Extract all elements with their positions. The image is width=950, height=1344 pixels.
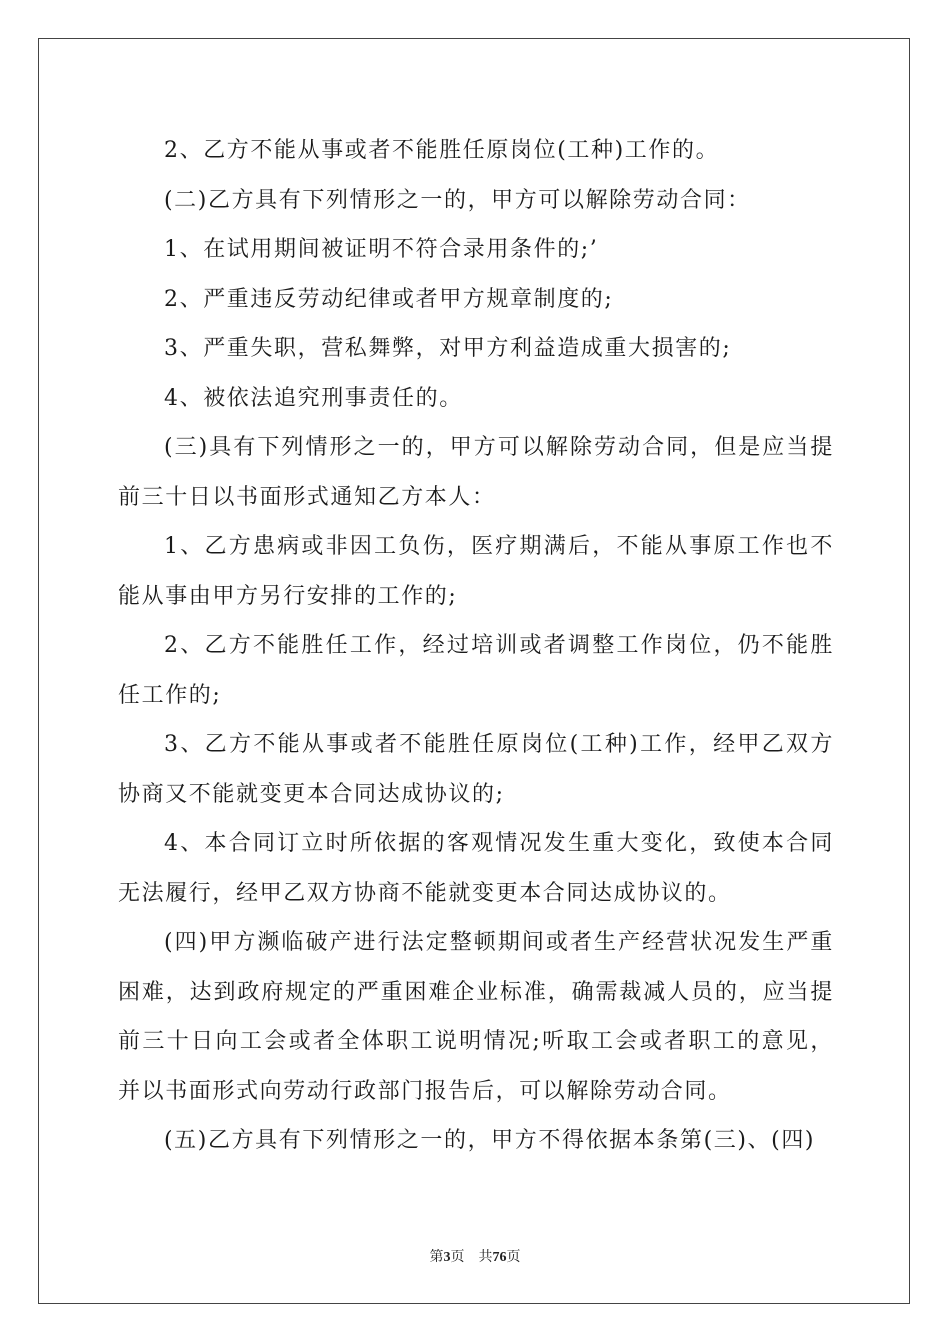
page-footer [0,1249,950,1267]
paragraph: (二)乙方具有下列情形之一的，甲方可以解除劳动合同： [164,187,751,213]
page-prefix: 第 [429,1250,444,1265]
paragraph: (四)甲方濒临破产进行法定整顿期间或者生产经营状况发生严重困难，达到政府规定的严重困难企业标准，确需裁减人员的，应当提前三十日向工会或者全体职工说明情况;听取工会或者职工的意见，并以书面形式向劳动行政部门报告后，可以解除劳动合同。 [118,930,834,1104]
paragraph: 2、乙方不能从事或者不能胜任原岗位(工种)工作的。 [164,138,720,163]
paragraph: 4、被依法追究刑事责任的。 [164,385,463,411]
page-number: 3 [443,1250,451,1265]
paragraph: 2、严重违反劳动纪律或者甲方规章制度的; [164,286,614,312]
paragraph: 1、在试用期间被证明不符合录用条件的;’ [164,237,599,262]
paragraph: (五)乙方具有下列情形之一的，甲方不得依据本条第(三)、(四) [164,1128,816,1153]
paragraph: 1、乙方患病或非因工负伤，医疗期满后，不能从事原工作也不能从事由甲方另行安排的工作的; [118,534,834,609]
total-suffix: 页 [506,1250,521,1265]
page-suffix: 页 [450,1250,465,1265]
paragraph: 3、严重失职，营私舞弊，对甲方利益造成重大损害的; [164,336,732,361]
total-prefix: 共 [478,1250,493,1265]
paragraph: 2、乙方不能胜任工作，经过培训或者调整工作岗位，仍不能胜任工作的; [118,633,834,708]
document-body [118,126,834,1166]
paragraph: 3、乙方不能从事或者不能胜任原岗位(工种)工作，经甲乙双方协商又不能就变更本合同达成协议的; [118,732,834,807]
paragraph: 4、本合同订立时所依据的客观情况发生重大变化，致使本合同无法履行，经甲乙双方协商不能就变更本合同达成协议的。 [118,831,834,906]
total-pages: 76 [492,1250,507,1265]
paragraph: (三)具有下列情形之一的，甲方可以解除劳动合同，但是应当提前三十日以书面形式通知乙方本人： [118,435,834,510]
